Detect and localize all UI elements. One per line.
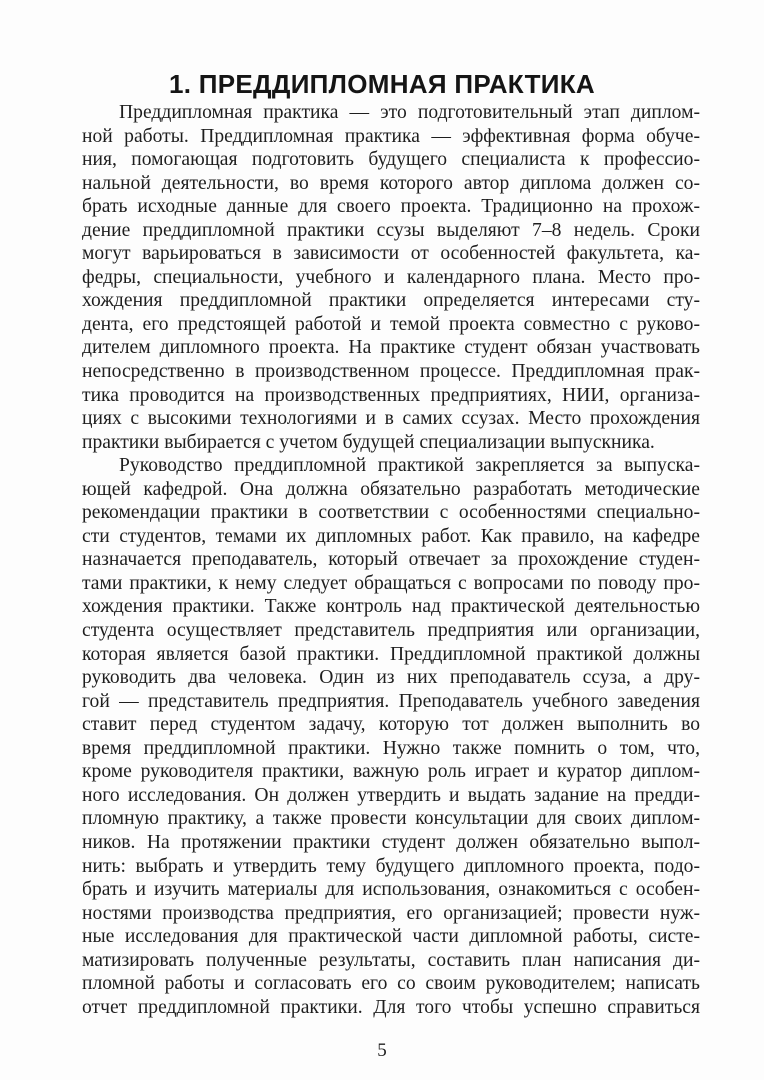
text-line: гой — представитель предприятия. Преподаватель учебного заведения: [82, 690, 700, 712]
text-line: тика проводится на производственных предприятиях, НИИ, организа-: [82, 384, 700, 406]
body-text: [82, 101, 700, 1019]
text-line: ющей кафедрой. Она должна обязательно разработать методические: [82, 478, 700, 500]
text-line: ников. На протяжении практики студент должен обязательно выпол-: [82, 831, 700, 853]
text-line: ные исследования для практической части дипломной работы, систе-: [82, 926, 700, 948]
text-line: ставит перед студентом задачу, которую тот должен выполнить во: [82, 714, 700, 736]
text-line: студента осуществляет представитель предприятия или организации,: [82, 620, 700, 642]
text-line: хождения преддипломной практики определяется интересами сту-: [82, 290, 700, 312]
text-line: федры, специальности, учебного и календарного плана. Место про-: [82, 266, 700, 288]
text-line: брать исходные данные для своего проекта. Традиционно на прохож-: [82, 196, 700, 218]
text-line: тами практики, к нему следует обращаться с вопросами по поводу про-: [82, 572, 700, 594]
page-number: 5: [377, 1040, 387, 1061]
text-line: дента, его предстоящей работой и темой проекта совместно с руково-: [82, 313, 700, 335]
text-line: Руководство преддипломной практикой закрепляется за выпуска-: [119, 455, 700, 477]
text-line: руководить два человека. Один из них преподаватель ссуза, а дру-: [82, 667, 700, 689]
text-line: кроме руководителя практики, важную роль играет и куратор диплом-: [82, 761, 700, 783]
page-title: 1. ПРЕДДИПЛОМНАЯ ПРАКТИКА: [168, 69, 596, 100]
text-line: Преддипломная практика — это подготовительный этап диплом-: [119, 102, 700, 123]
text-line: назначается преподаватель, который отвечает за прохождение студен-: [82, 549, 700, 571]
text-line: рекомендации практики в соответствии с особенностями специально-: [82, 502, 700, 524]
text-line: брать и изучить материалы для использования, ознакомиться с особен-: [82, 879, 700, 901]
text-line: нить: выбрать и утвердить тему будущего дипломного проекта, подо-: [82, 855, 700, 877]
text-line: ния, помогающая подготовить будущего специалиста к профессио-: [82, 149, 700, 171]
text-line: ной работы. Преддипломная практика — эффективная форма обуче-: [82, 125, 700, 147]
text-line: ного исследования. Он должен утвердить и выдать задание на предди-: [82, 784, 700, 806]
text-line: непосредственно в производственном процессе. Преддипломная прак-: [82, 361, 700, 383]
text-line: отчет преддипломной практики. Для того чтобы успешно справиться: [82, 996, 700, 1018]
text-line: сти студентов, темами их дипломных работ. Как правило, на кафедре: [82, 525, 700, 547]
text-line: практики выбирается с учетом будущей специализации выпускника.: [82, 431, 655, 453]
text-line: дителем дипломного проекта. На практике студент обязан участвовать: [82, 337, 700, 359]
text-line: хождения практики. Также контроль над практической деятельностью: [82, 596, 700, 618]
text-line: дение преддипломной практики ссузы выделяют 7–8 недель. Сроки: [82, 219, 700, 241]
paragraph: [82, 101, 700, 454]
text-line: циях с высокими технологиями и в самих ссузах. Место прохождения: [82, 408, 700, 430]
text-line: время преддипломной практики. Нужно также помнить о том, что,: [82, 737, 700, 759]
text-line: пломную практику, а также провести консультации для своих диплом-: [82, 808, 700, 830]
paragraph: [82, 454, 700, 1019]
text-line: нальной деятельности, во время которого автор диплома должен со-: [82, 172, 700, 194]
text-line: могут варьироваться в зависимости от особенностей факультета, ка-: [82, 243, 700, 265]
text-line: пломной работы и согласовать его со своим руководителем; написать: [82, 973, 700, 995]
text-line: ностями производства предприятия, его организацией; провести нуж-: [82, 902, 700, 924]
text-line: матизировать полученные результаты, составить план написания ди-: [82, 949, 700, 971]
text-line: которая является базой практики. Преддипломной практикой должны: [82, 643, 700, 665]
